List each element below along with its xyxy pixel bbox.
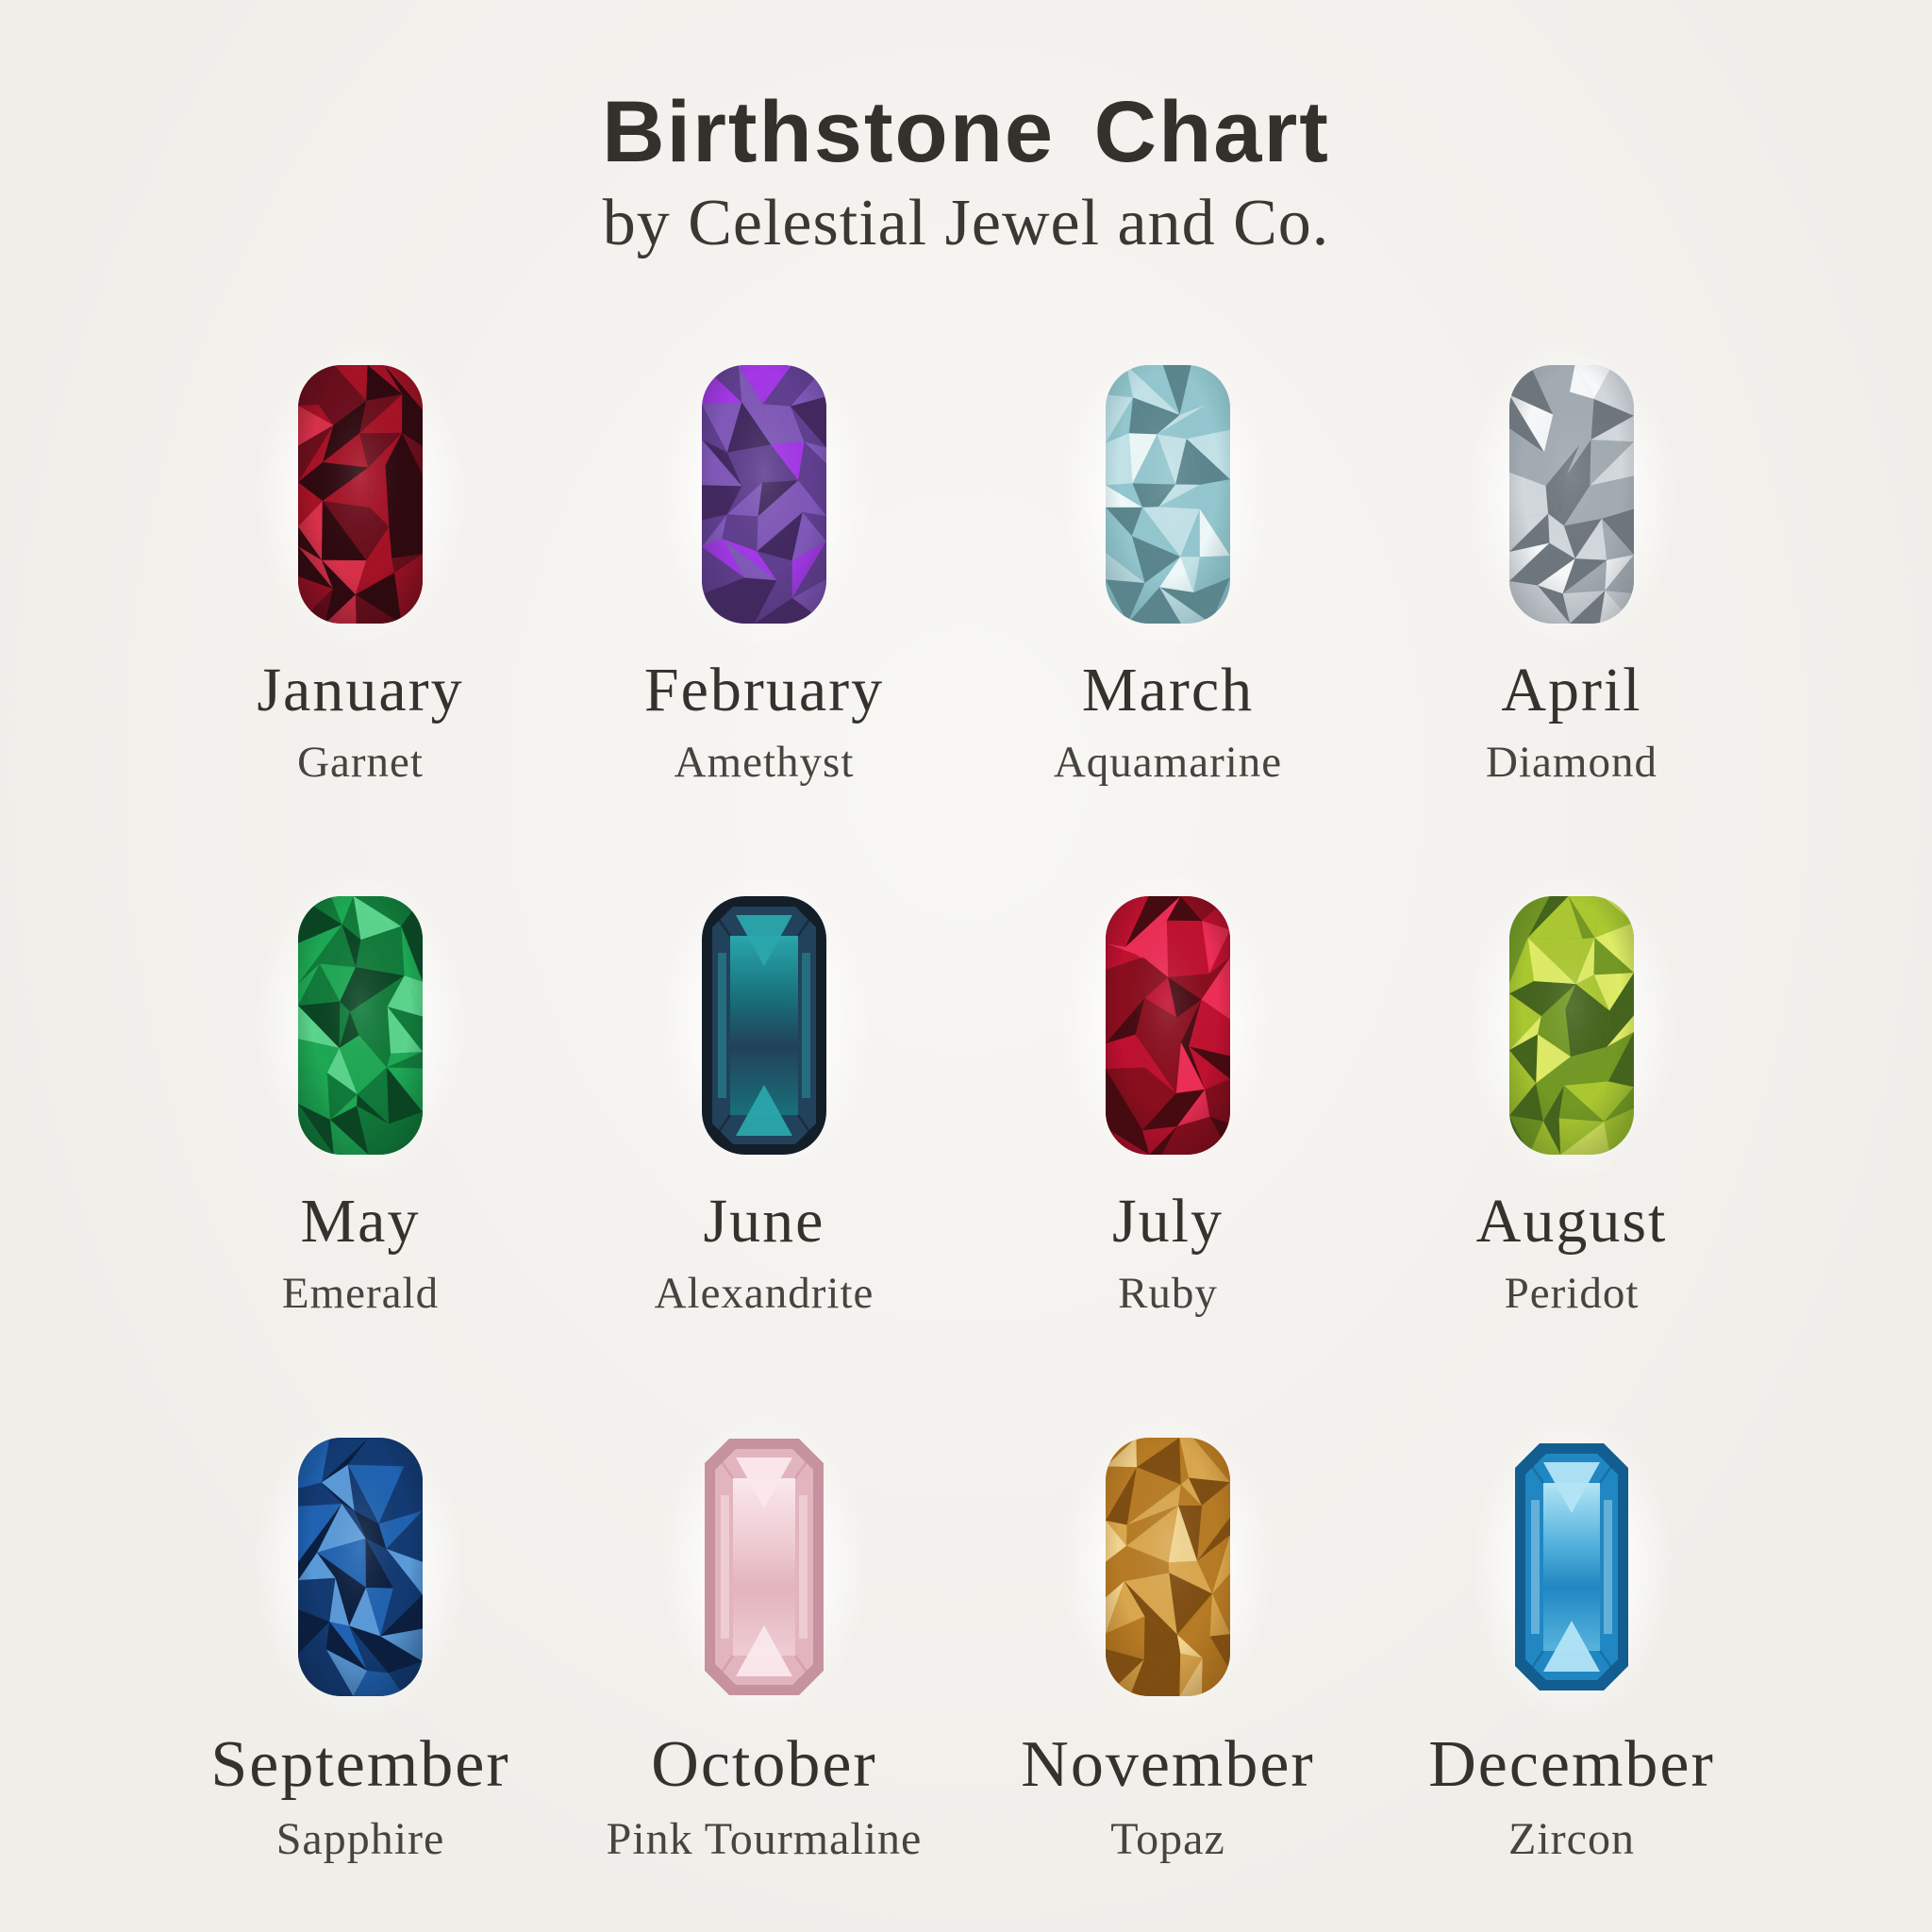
stone-label: Peridot [1504,1269,1640,1319]
month-label: September [210,1728,510,1802]
page-title: Birthstone Chart [602,84,1330,180]
month-label: May [300,1187,421,1257]
amethyst-gem [702,365,826,624]
stone-label: Alexandrite [654,1269,874,1319]
birthstone-cell-october [562,1438,966,1865]
stone-label: Zircon [1508,1814,1635,1865]
peridot-gem [1509,896,1634,1155]
garnet-gem [298,365,423,624]
birthstone-cell-april [1370,365,1774,788]
gem-row-1 [0,365,1932,788]
sapphire-gem [298,1438,423,1696]
birthstone-cell-july [966,896,1370,1319]
stone-label: Ruby [1118,1269,1218,1319]
ruby-gem [1106,896,1230,1155]
emerald-gem [298,896,423,1155]
month-label: October [651,1728,877,1802]
stone-label: Sapphire [275,1814,445,1865]
gem-row-2 [0,896,1932,1319]
birthstone-cell-february [562,365,966,788]
month-label: June [703,1187,825,1257]
pink-tourmaline-gem [705,1438,824,1696]
aquamarine-gem [1106,365,1230,624]
stone-label: Pink Tourmaline [606,1814,923,1865]
stone-label: Aquamarine [1053,738,1283,788]
birthstone-cell-december [1370,1438,1774,1865]
stone-label: Topaz [1110,1814,1225,1865]
month-label: August [1475,1187,1668,1257]
header [0,0,1932,261]
zircon-gem [1515,1438,1628,1696]
month-label: November [1021,1728,1315,1802]
stone-label: Amethyst [674,738,855,788]
gem-row-3 [0,1438,1932,1865]
birthstone-cell-august [1370,896,1774,1319]
birthstone-cell-january [158,365,562,788]
month-label: February [643,656,885,725]
birthstone-cell-may [158,896,562,1319]
stone-label: Garnet [297,738,424,788]
birthstone-cell-september [158,1438,562,1865]
stone-label: Emerald [281,1269,440,1319]
month-label: December [1428,1728,1715,1802]
page-subtitle: by Celestial Jewel and Co. [602,186,1330,259]
birthstone-cell-june [562,896,966,1319]
birthstone-cell-november [966,1438,1370,1865]
topaz-gem [1106,1438,1230,1696]
month-label: July [1111,1187,1224,1257]
birthstone-cell-march [966,365,1370,788]
alexandrite-gem [702,896,826,1155]
stone-label: Diamond [1486,738,1657,788]
month-label: April [1501,656,1642,725]
month-label: March [1081,656,1255,725]
diamond-gem [1509,365,1634,624]
month-label: January [257,656,464,725]
